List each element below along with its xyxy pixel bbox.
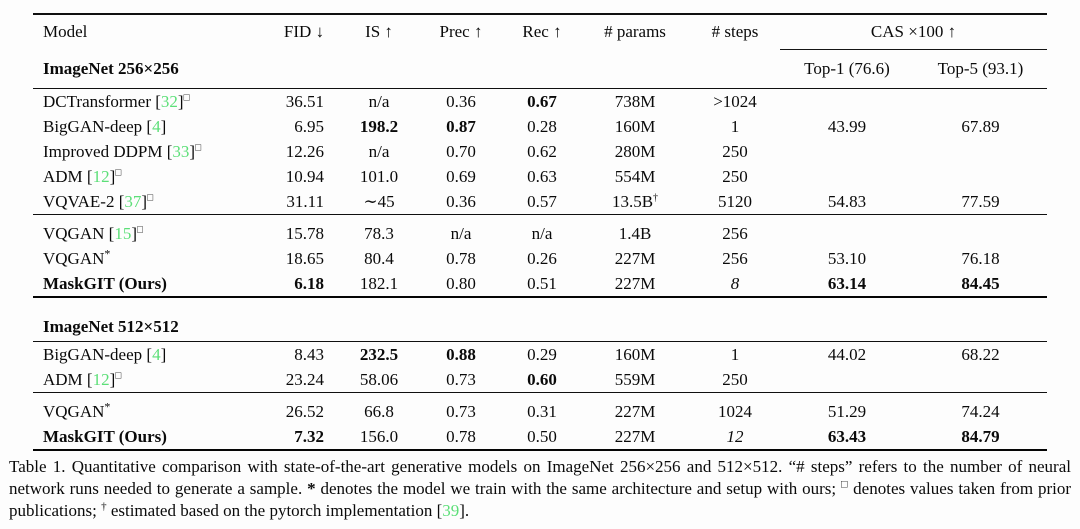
cell-value: 63.14 bbox=[827, 273, 867, 293]
cell-value: 0.87 bbox=[446, 116, 476, 136]
cell-value: 0.69 bbox=[446, 166, 476, 186]
cell-steps bbox=[690, 342, 780, 368]
cell-value: 26.52 bbox=[285, 401, 324, 421]
bracket: ] bbox=[160, 116, 167, 136]
column-header-prec: Prec ↑ bbox=[439, 22, 483, 42]
bracket: ] bbox=[109, 369, 116, 389]
cell-params bbox=[580, 393, 690, 425]
cell-rec bbox=[504, 139, 580, 164]
model-name: VQGAN bbox=[43, 223, 105, 243]
cell-value: 36.51 bbox=[285, 91, 324, 111]
cell-fid bbox=[268, 367, 340, 393]
cell-model bbox=[33, 393, 268, 425]
cell-value: 8 bbox=[730, 273, 740, 293]
cell-value: 256 bbox=[722, 223, 748, 243]
cell-fid bbox=[268, 139, 340, 164]
empty-cell bbox=[914, 297, 1047, 342]
cell-top1 bbox=[780, 367, 914, 393]
caption-text: denotes the model we train with the same architecture and setup with ours; bbox=[315, 479, 841, 499]
cell-top1 bbox=[780, 215, 914, 247]
column-header-model: Model bbox=[43, 22, 88, 42]
cell-is bbox=[340, 89, 418, 115]
model-name: BigGAN-deep bbox=[43, 116, 143, 136]
bracket: [ bbox=[162, 141, 173, 161]
empty-cell bbox=[504, 297, 580, 342]
cell-value: 250 bbox=[722, 166, 748, 186]
cell-value: 227M bbox=[614, 273, 656, 293]
cell-is bbox=[340, 114, 418, 139]
cell-value: 250 bbox=[722, 141, 748, 161]
header-row-2 bbox=[33, 50, 1047, 89]
table-row bbox=[33, 139, 1047, 164]
cell-prec bbox=[418, 89, 504, 115]
cell-rec bbox=[504, 342, 580, 368]
cell-steps bbox=[690, 215, 780, 247]
caption-text: Table 1. Quantitative comparison with state-of-the-art generative models on ImageNet 256×256 and 512×512. “# steps” refers to the number of neural network runs needed to generate a sample. bbox=[9, 457, 1071, 499]
cell-value: 18.65 bbox=[285, 248, 324, 268]
cell-fid bbox=[268, 215, 340, 247]
bracket: [ bbox=[104, 223, 115, 243]
cell-steps bbox=[690, 189, 780, 215]
cell-value: 227M bbox=[614, 248, 656, 268]
cell-top5 bbox=[914, 139, 1047, 164]
cell-value: 101.0 bbox=[359, 166, 399, 186]
cell-value: 256 bbox=[722, 248, 748, 268]
table-row bbox=[33, 164, 1047, 189]
empty-cell bbox=[780, 297, 914, 342]
cell-value: 6.95 bbox=[294, 116, 324, 136]
cell-params bbox=[580, 164, 690, 189]
cell-top5 bbox=[914, 342, 1047, 368]
citation-link[interactable]: 12 bbox=[92, 166, 110, 186]
cell-prec bbox=[418, 271, 504, 297]
cell-model bbox=[33, 215, 268, 247]
cell-value: 53.10 bbox=[827, 248, 867, 268]
cell-rec bbox=[504, 114, 580, 139]
column-header-top5: Top-5 (93.1) bbox=[914, 50, 1047, 89]
cell-value: 0.36 bbox=[446, 191, 476, 211]
cell-value: >1024 bbox=[713, 91, 757, 111]
footnote-marker: □ bbox=[183, 91, 190, 103]
cell-model bbox=[33, 114, 268, 139]
bracket: ] bbox=[131, 223, 137, 243]
cell-fid bbox=[268, 246, 340, 271]
cell-value: 0.73 bbox=[446, 401, 476, 421]
empty-cell bbox=[690, 297, 780, 342]
cell-value: 44.02 bbox=[827, 344, 867, 364]
cell-steps bbox=[690, 424, 780, 450]
cell-value: 66.8 bbox=[364, 401, 394, 421]
cell-value: 7.32 bbox=[294, 426, 324, 446]
column-header-steps: # steps bbox=[711, 22, 759, 42]
citation-link[interactable]: 4 bbox=[152, 116, 161, 136]
cell-prec bbox=[418, 393, 504, 425]
cell-value: 280M bbox=[614, 141, 656, 161]
cell-value: 0.78 bbox=[446, 426, 476, 446]
caption-text: estimated based on the pytorch implementation bbox=[106, 501, 437, 521]
cell-value: n/a bbox=[531, 223, 553, 243]
model-name: VQGAN bbox=[43, 248, 105, 268]
table-caption bbox=[9, 456, 1071, 522]
cell-top1 bbox=[780, 393, 914, 425]
cell-value: 67.89 bbox=[961, 116, 1000, 136]
cell-value: 0.51 bbox=[527, 273, 557, 293]
cell-value: 559M bbox=[614, 369, 656, 389]
cell-value: 554M bbox=[614, 166, 656, 186]
cell-rec bbox=[504, 164, 580, 189]
cell-fid bbox=[268, 114, 340, 139]
bracket: [ bbox=[82, 369, 93, 389]
cell-top1 bbox=[780, 424, 914, 450]
model-name: ADM bbox=[43, 166, 83, 186]
cell-value: 78.3 bbox=[364, 223, 394, 243]
cell-rec bbox=[504, 424, 580, 450]
cell-top5 bbox=[914, 114, 1047, 139]
table-body bbox=[33, 89, 1047, 451]
cell-value: 5120 bbox=[718, 191, 752, 211]
model-name: DCTransformer bbox=[43, 91, 151, 111]
cell-value: 0.28 bbox=[527, 116, 557, 136]
cell-value: 12 bbox=[726, 426, 744, 446]
cell-value: 0.67 bbox=[527, 91, 557, 111]
cell-value: 738M bbox=[614, 91, 656, 111]
cell-value: 1 bbox=[730, 344, 740, 364]
cell-value: 1024 bbox=[718, 401, 752, 421]
cell-params bbox=[580, 367, 690, 393]
cell-is bbox=[340, 342, 418, 368]
cell-value: 68.22 bbox=[961, 344, 1000, 364]
cell-prec bbox=[418, 114, 504, 139]
cell-top1 bbox=[780, 139, 914, 164]
cell-top5 bbox=[914, 246, 1047, 271]
cell-value: 1 bbox=[730, 116, 740, 136]
cell-value: ∼45 bbox=[363, 191, 395, 211]
footnote-marker: □ bbox=[136, 223, 144, 235]
column-header-params: # params bbox=[604, 22, 666, 42]
model-name: MaskGIT (Ours) bbox=[43, 273, 167, 293]
cell-value: 160M bbox=[614, 116, 656, 136]
cell-value: 0.31 bbox=[527, 401, 557, 421]
table-row bbox=[33, 424, 1047, 450]
cell-prec bbox=[418, 342, 504, 368]
table-row bbox=[33, 189, 1047, 215]
cell-value: 23.24 bbox=[285, 369, 324, 389]
bracket: [ bbox=[114, 191, 125, 211]
footnote-marker: * bbox=[104, 398, 111, 413]
cell-value: 31.11 bbox=[286, 191, 324, 211]
header-spacer bbox=[268, 50, 780, 89]
cell-value: 84.45 bbox=[961, 273, 1000, 293]
cell-fid bbox=[268, 424, 340, 450]
cell-top5 bbox=[914, 215, 1047, 247]
table-row bbox=[33, 246, 1047, 271]
cell-is bbox=[340, 139, 418, 164]
cell-top5 bbox=[914, 271, 1047, 297]
cell-top5 bbox=[914, 189, 1047, 215]
bracket: ] bbox=[189, 141, 196, 161]
cell-value: 0.80 bbox=[446, 273, 476, 293]
cell-is bbox=[340, 164, 418, 189]
cell-top1 bbox=[780, 89, 914, 115]
cell-top5 bbox=[914, 393, 1047, 425]
cell-model bbox=[33, 139, 268, 164]
cell-params bbox=[580, 89, 690, 115]
empty-cell bbox=[418, 297, 504, 342]
cell-value: 182.1 bbox=[359, 273, 399, 293]
bracket: ] bbox=[177, 91, 184, 111]
cell-model bbox=[33, 342, 268, 368]
column-header-rec: Rec ↑ bbox=[522, 22, 562, 42]
cell-value: 1.4B bbox=[618, 223, 652, 243]
caption-text: [ bbox=[436, 501, 443, 521]
footnote-marker: * bbox=[104, 245, 111, 260]
caption-text: □ bbox=[841, 478, 849, 491]
cell-params bbox=[580, 215, 690, 247]
table-row bbox=[33, 215, 1047, 247]
cell-fid bbox=[268, 271, 340, 297]
cell-value: 160M bbox=[614, 344, 656, 364]
cell-value: 0.63 bbox=[527, 166, 557, 186]
cell-top1 bbox=[780, 164, 914, 189]
cell-value: 232.5 bbox=[359, 344, 399, 364]
empty-cell bbox=[340, 297, 418, 342]
cell-is bbox=[340, 393, 418, 425]
cell-top5 bbox=[914, 424, 1047, 450]
cell-is bbox=[340, 367, 418, 393]
cell-value: 0.88 bbox=[446, 344, 476, 364]
cell-prec bbox=[418, 164, 504, 189]
cell-value: 15.78 bbox=[285, 223, 324, 243]
citation-link[interactable]: 39 bbox=[442, 501, 460, 521]
cell-value: 58.06 bbox=[359, 369, 399, 389]
cell-params bbox=[580, 189, 690, 215]
footnote-marker: □ bbox=[115, 369, 122, 381]
cell-value: 0.60 bbox=[527, 369, 557, 389]
cell-value: 54.83 bbox=[827, 191, 867, 211]
cell-value: n/a bbox=[368, 91, 390, 111]
citation-link[interactable]: 15 bbox=[114, 223, 132, 243]
cell-fid bbox=[268, 89, 340, 115]
cell-value: 227M bbox=[614, 401, 656, 421]
cell-rec bbox=[504, 393, 580, 425]
cell-model bbox=[33, 189, 268, 215]
model-name: Improved DDPM bbox=[43, 141, 163, 161]
caption-text: † bbox=[101, 500, 107, 513]
cell-value: 156.0 bbox=[359, 426, 399, 446]
cell-is bbox=[340, 246, 418, 271]
caption-text: * bbox=[307, 479, 316, 499]
cell-value: n/a bbox=[368, 141, 390, 161]
cell-value: 0.62 bbox=[527, 141, 557, 161]
cell-value: 51.29 bbox=[827, 401, 867, 421]
cell-rec bbox=[504, 271, 580, 297]
cell-value: 12.26 bbox=[285, 141, 324, 161]
empty-cell bbox=[580, 297, 690, 342]
cell-steps bbox=[690, 89, 780, 115]
cell-top1 bbox=[780, 114, 914, 139]
cell-rec bbox=[504, 215, 580, 247]
cell-value: 8.43 bbox=[294, 344, 324, 364]
footnote-marker: □ bbox=[195, 141, 202, 153]
cell-prec bbox=[418, 367, 504, 393]
cell-steps bbox=[690, 114, 780, 139]
cell-value: 250 bbox=[722, 369, 748, 389]
citation-link[interactable]: 4 bbox=[152, 344, 161, 364]
cell-value: 63.43 bbox=[827, 426, 867, 446]
model-name: VQVAE-2 bbox=[43, 191, 115, 211]
citation-link[interactable]: 32 bbox=[160, 91, 178, 111]
column-header-top1: Top-1 (76.6) bbox=[780, 50, 914, 89]
cell-model bbox=[33, 271, 268, 297]
table-row bbox=[33, 342, 1047, 368]
cell-model bbox=[33, 424, 268, 450]
cell-value: 84.79 bbox=[961, 426, 1000, 446]
model-name: ADM bbox=[43, 369, 83, 389]
cell-params bbox=[580, 424, 690, 450]
cell-fid bbox=[268, 189, 340, 215]
cell-top5 bbox=[914, 367, 1047, 393]
model-name: BigGAN-deep bbox=[43, 344, 143, 364]
cell-top5 bbox=[914, 164, 1047, 189]
cell-steps bbox=[690, 271, 780, 297]
cell-prec bbox=[418, 215, 504, 247]
cell-value: 76.18 bbox=[961, 248, 1000, 268]
citation-link[interactable]: 33 bbox=[172, 141, 190, 161]
cell-params bbox=[580, 342, 690, 368]
model-name: VQGAN bbox=[43, 401, 105, 421]
cell-top1 bbox=[780, 342, 914, 368]
bracket: [ bbox=[150, 91, 161, 111]
bracket: ] bbox=[109, 166, 116, 186]
cell-value: 77.59 bbox=[961, 191, 1000, 211]
cell-top1 bbox=[780, 189, 914, 215]
column-header-fid: FID ↓ bbox=[283, 22, 325, 42]
cell-fid bbox=[268, 393, 340, 425]
cell-rec bbox=[504, 89, 580, 115]
table-row bbox=[33, 271, 1047, 297]
cell-value: 0.29 bbox=[527, 344, 557, 364]
cell-prec bbox=[418, 424, 504, 450]
table-row bbox=[33, 114, 1047, 139]
cell-top5 bbox=[914, 89, 1047, 115]
bracket: [ bbox=[142, 344, 153, 364]
cell-params bbox=[580, 271, 690, 297]
cell-rec bbox=[504, 367, 580, 393]
table-row bbox=[33, 393, 1047, 425]
cell-value: 0.78 bbox=[446, 248, 476, 268]
empty-cell bbox=[268, 297, 340, 342]
cell-value: 0.70 bbox=[446, 141, 476, 161]
bracket: ] bbox=[141, 191, 148, 211]
cell-value: 0.73 bbox=[446, 369, 476, 389]
cell-value: 10.94 bbox=[285, 166, 324, 186]
citation-link[interactable]: 37 bbox=[124, 191, 142, 211]
cell-is bbox=[340, 424, 418, 450]
cell-params bbox=[580, 246, 690, 271]
cell-steps bbox=[690, 139, 780, 164]
table-row bbox=[33, 89, 1047, 115]
cell-model bbox=[33, 367, 268, 393]
cell-fid bbox=[268, 164, 340, 189]
section-title: ImageNet 512×512 bbox=[33, 297, 268, 342]
cell-rec bbox=[504, 189, 580, 215]
bracket: [ bbox=[82, 166, 93, 186]
cell-steps bbox=[690, 164, 780, 189]
cell-top1 bbox=[780, 246, 914, 271]
cell-params bbox=[580, 139, 690, 164]
footnote-marker: □ bbox=[115, 166, 122, 178]
cell-prec bbox=[418, 189, 504, 215]
cell-model bbox=[33, 164, 268, 189]
header-row-1 bbox=[33, 14, 1047, 50]
column-header-is: IS ↑ bbox=[365, 22, 393, 42]
cell-value: 0.50 bbox=[527, 426, 557, 446]
cell-value: 13.5B bbox=[611, 191, 654, 211]
cell-top1 bbox=[780, 271, 914, 297]
cell-is bbox=[340, 189, 418, 215]
section-header-row bbox=[33, 297, 1047, 342]
cell-value: 0.36 bbox=[446, 91, 476, 111]
cell-value: 0.57 bbox=[527, 191, 557, 211]
cell-value: 198.2 bbox=[359, 116, 399, 136]
cell-rec bbox=[504, 246, 580, 271]
cell-is bbox=[340, 215, 418, 247]
cell-steps bbox=[690, 367, 780, 393]
bracket: ] bbox=[160, 344, 167, 364]
cell-steps bbox=[690, 246, 780, 271]
section-title-256: ImageNet 256×256 bbox=[33, 50, 268, 89]
cell-value: 74.24 bbox=[961, 401, 1000, 421]
cell-params bbox=[580, 114, 690, 139]
cell-value: 227M bbox=[614, 426, 656, 446]
footnote-marker: † bbox=[653, 191, 659, 203]
cell-value: n/a bbox=[450, 223, 472, 243]
cell-prec bbox=[418, 139, 504, 164]
citation-link[interactable]: 12 bbox=[92, 369, 110, 389]
caption-text: denotes values taken from prior publications; bbox=[9, 479, 1072, 521]
model-name: MaskGIT (Ours) bbox=[43, 426, 167, 446]
bracket: [ bbox=[142, 116, 153, 136]
table-row bbox=[33, 367, 1047, 393]
cell-prec bbox=[418, 246, 504, 271]
comparison-table bbox=[33, 13, 1047, 451]
cell-model bbox=[33, 89, 268, 115]
cell-value: 80.4 bbox=[364, 248, 394, 268]
cell-value: 43.99 bbox=[827, 116, 867, 136]
cell-model bbox=[33, 246, 268, 271]
cell-value: 0.26 bbox=[527, 248, 557, 268]
column-header-cas: CAS ×100 ↑ bbox=[780, 14, 1047, 50]
footnote-marker: □ bbox=[147, 191, 154, 203]
cell-fid bbox=[268, 342, 340, 368]
cell-value: 6.18 bbox=[294, 273, 324, 293]
caption-text: ]. bbox=[459, 501, 470, 521]
cell-steps bbox=[690, 393, 780, 425]
cell-is bbox=[340, 271, 418, 297]
